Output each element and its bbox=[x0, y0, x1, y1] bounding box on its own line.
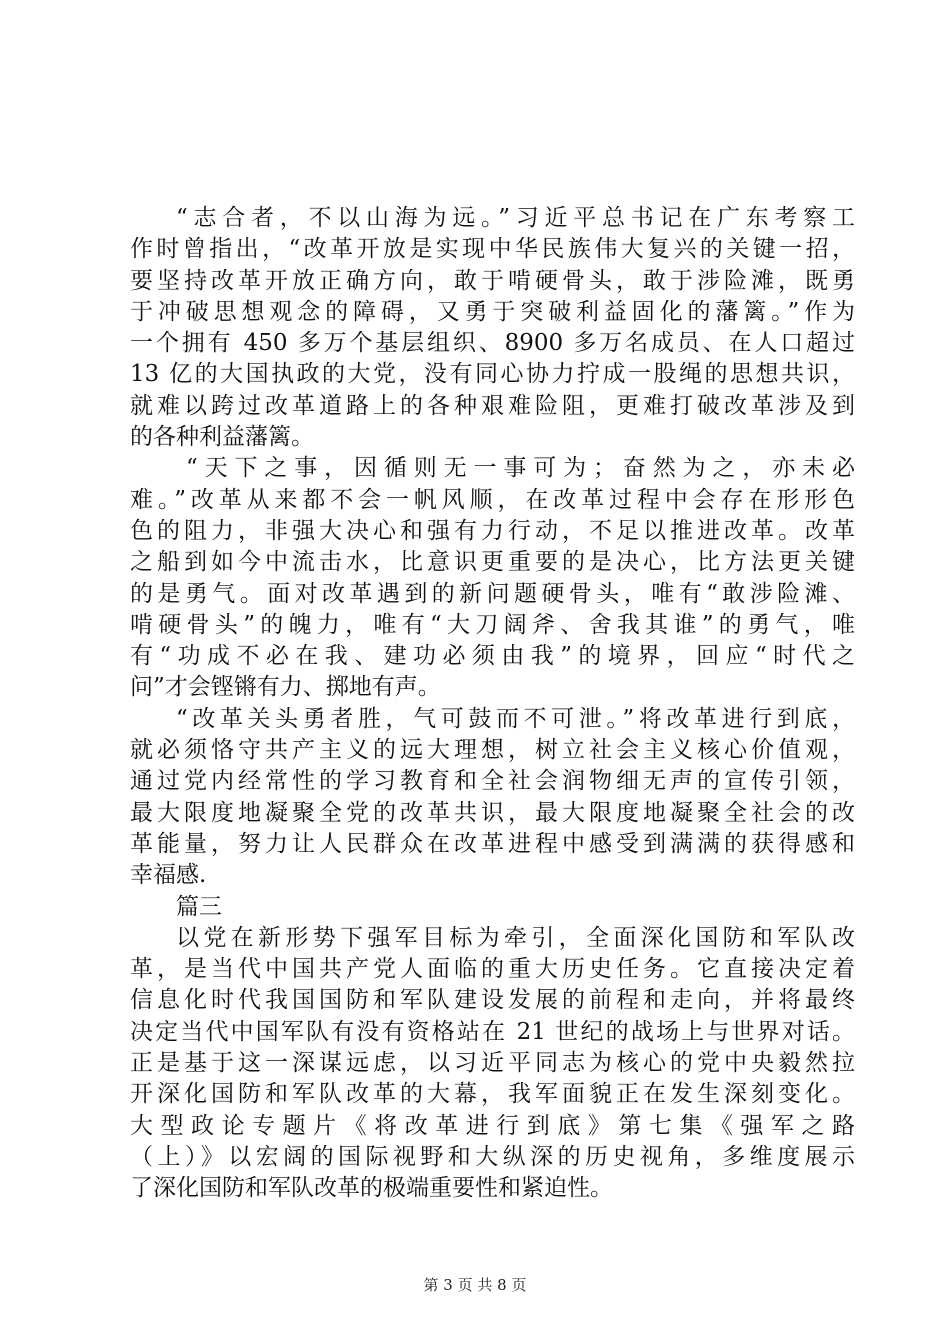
text-line: 色的阻力，非强大决心和强有力行动，不足以推进改革。改革 bbox=[130, 517, 855, 544]
text-line: 难。”改革从来都不会一帆风顺，在改革过程中会存在形形色 bbox=[130, 486, 855, 513]
text-line: 大型政论专题片《将改革进行到底》第七集《强军之路 bbox=[130, 1112, 855, 1139]
text-line: 问”才会铿锵有力、掷地有声。 bbox=[130, 674, 441, 701]
text-line: 决定当代中国军队有没有资格站在 21 世纪的战场上与世界对话。 bbox=[130, 1018, 855, 1045]
text-line: 以党在新形势下强军目标为牵引，全面深化国防和军队改 bbox=[176, 924, 855, 951]
text-line: 13 亿的大国执政的大党，没有同心协力拧成一股绳的思想共识， bbox=[130, 361, 855, 388]
text-line: 篇三 bbox=[176, 893, 222, 920]
text-line: 的是勇气。面对改革遇到的新问题硬骨头，唯有“敢涉险滩、 bbox=[130, 580, 855, 607]
document-body bbox=[130, 203, 855, 1205]
text-line: 啃硬骨头”的魄力，唯有“大刀阔斧、舍我其谁”的勇气，唯 bbox=[130, 611, 855, 638]
text-line: 最大限度地凝聚全党的改革共识，最大限度地凝聚全社会的改 bbox=[130, 799, 855, 826]
text-line: 之船到如今中流击水，比意识更重要的是决心，比方法更关键 bbox=[130, 549, 855, 576]
text-line: 于冲破思想观念的障碍，又勇于突破利益固化的藩篱。”作为 bbox=[130, 298, 855, 325]
text-line: 幸福感. bbox=[130, 862, 207, 889]
page-footer: 第 3 页 共 8 页 bbox=[423, 1276, 527, 1294]
text-line: 有“功成不必在我、建功必须由我”的境界，回应“时代之 bbox=[130, 643, 855, 670]
text-line: “改革关头勇者胜，气可鼓而不可泄。”将改革进行到底， bbox=[176, 705, 855, 732]
text-line: 要坚持改革开放正确方向，敢于啃硬骨头，敢于涉险滩，既勇 bbox=[130, 267, 855, 294]
text-line: 通过党内经常性的学习教育和全社会润物细无声的宣传引领， bbox=[130, 768, 855, 795]
text-line: （上）》以宏阔的国际视野和大纵深的历史视角，多维度展示 bbox=[130, 1143, 855, 1170]
text-line: 正是基于这一深谋远虑，以习近平同志为核心的党中央毅然拉 bbox=[130, 1050, 855, 1077]
text-line: 开深化国防和军队改革的大幕，我军面貌正在发生深刻变化。 bbox=[130, 1081, 855, 1108]
text-line: “天下之事，因循则无一事可为；奋然为之，亦未必 bbox=[186, 455, 855, 482]
text-line: “志合者，不以山海为远。”习近平总书记在广东考察工 bbox=[176, 205, 855, 231]
text-line: 作时曾指出，“改革开放是实现中华民族伟大复兴的关键一招， bbox=[130, 236, 855, 263]
text-line: 革，是当代中国共产党人面临的重大历史任务。它直接决定着 bbox=[130, 956, 855, 983]
text-line: 就难以跨过改革道路上的各种艰难险阻，更难打破改革涉及到 bbox=[130, 392, 855, 419]
text-line: 了深化国防和军队改革的极端重要性和紧迫性。 bbox=[130, 1175, 613, 1202]
text-line: 就必须恪守共产主义的远大理想，树立社会主义核心价值观， bbox=[130, 737, 855, 764]
text-line: 一个拥有 450 多万个基层组织、8900 多万名成员、在人口超过 bbox=[130, 330, 855, 357]
text-line: 革能量，努力让人民群众在改革进程中感受到满满的获得感和 bbox=[130, 830, 855, 857]
text-line: 信息化时代我国国防和军队建设发展的前程和走向，并将最终 bbox=[130, 987, 855, 1014]
text-line: 的各种利益藩篱。 bbox=[130, 424, 314, 451]
